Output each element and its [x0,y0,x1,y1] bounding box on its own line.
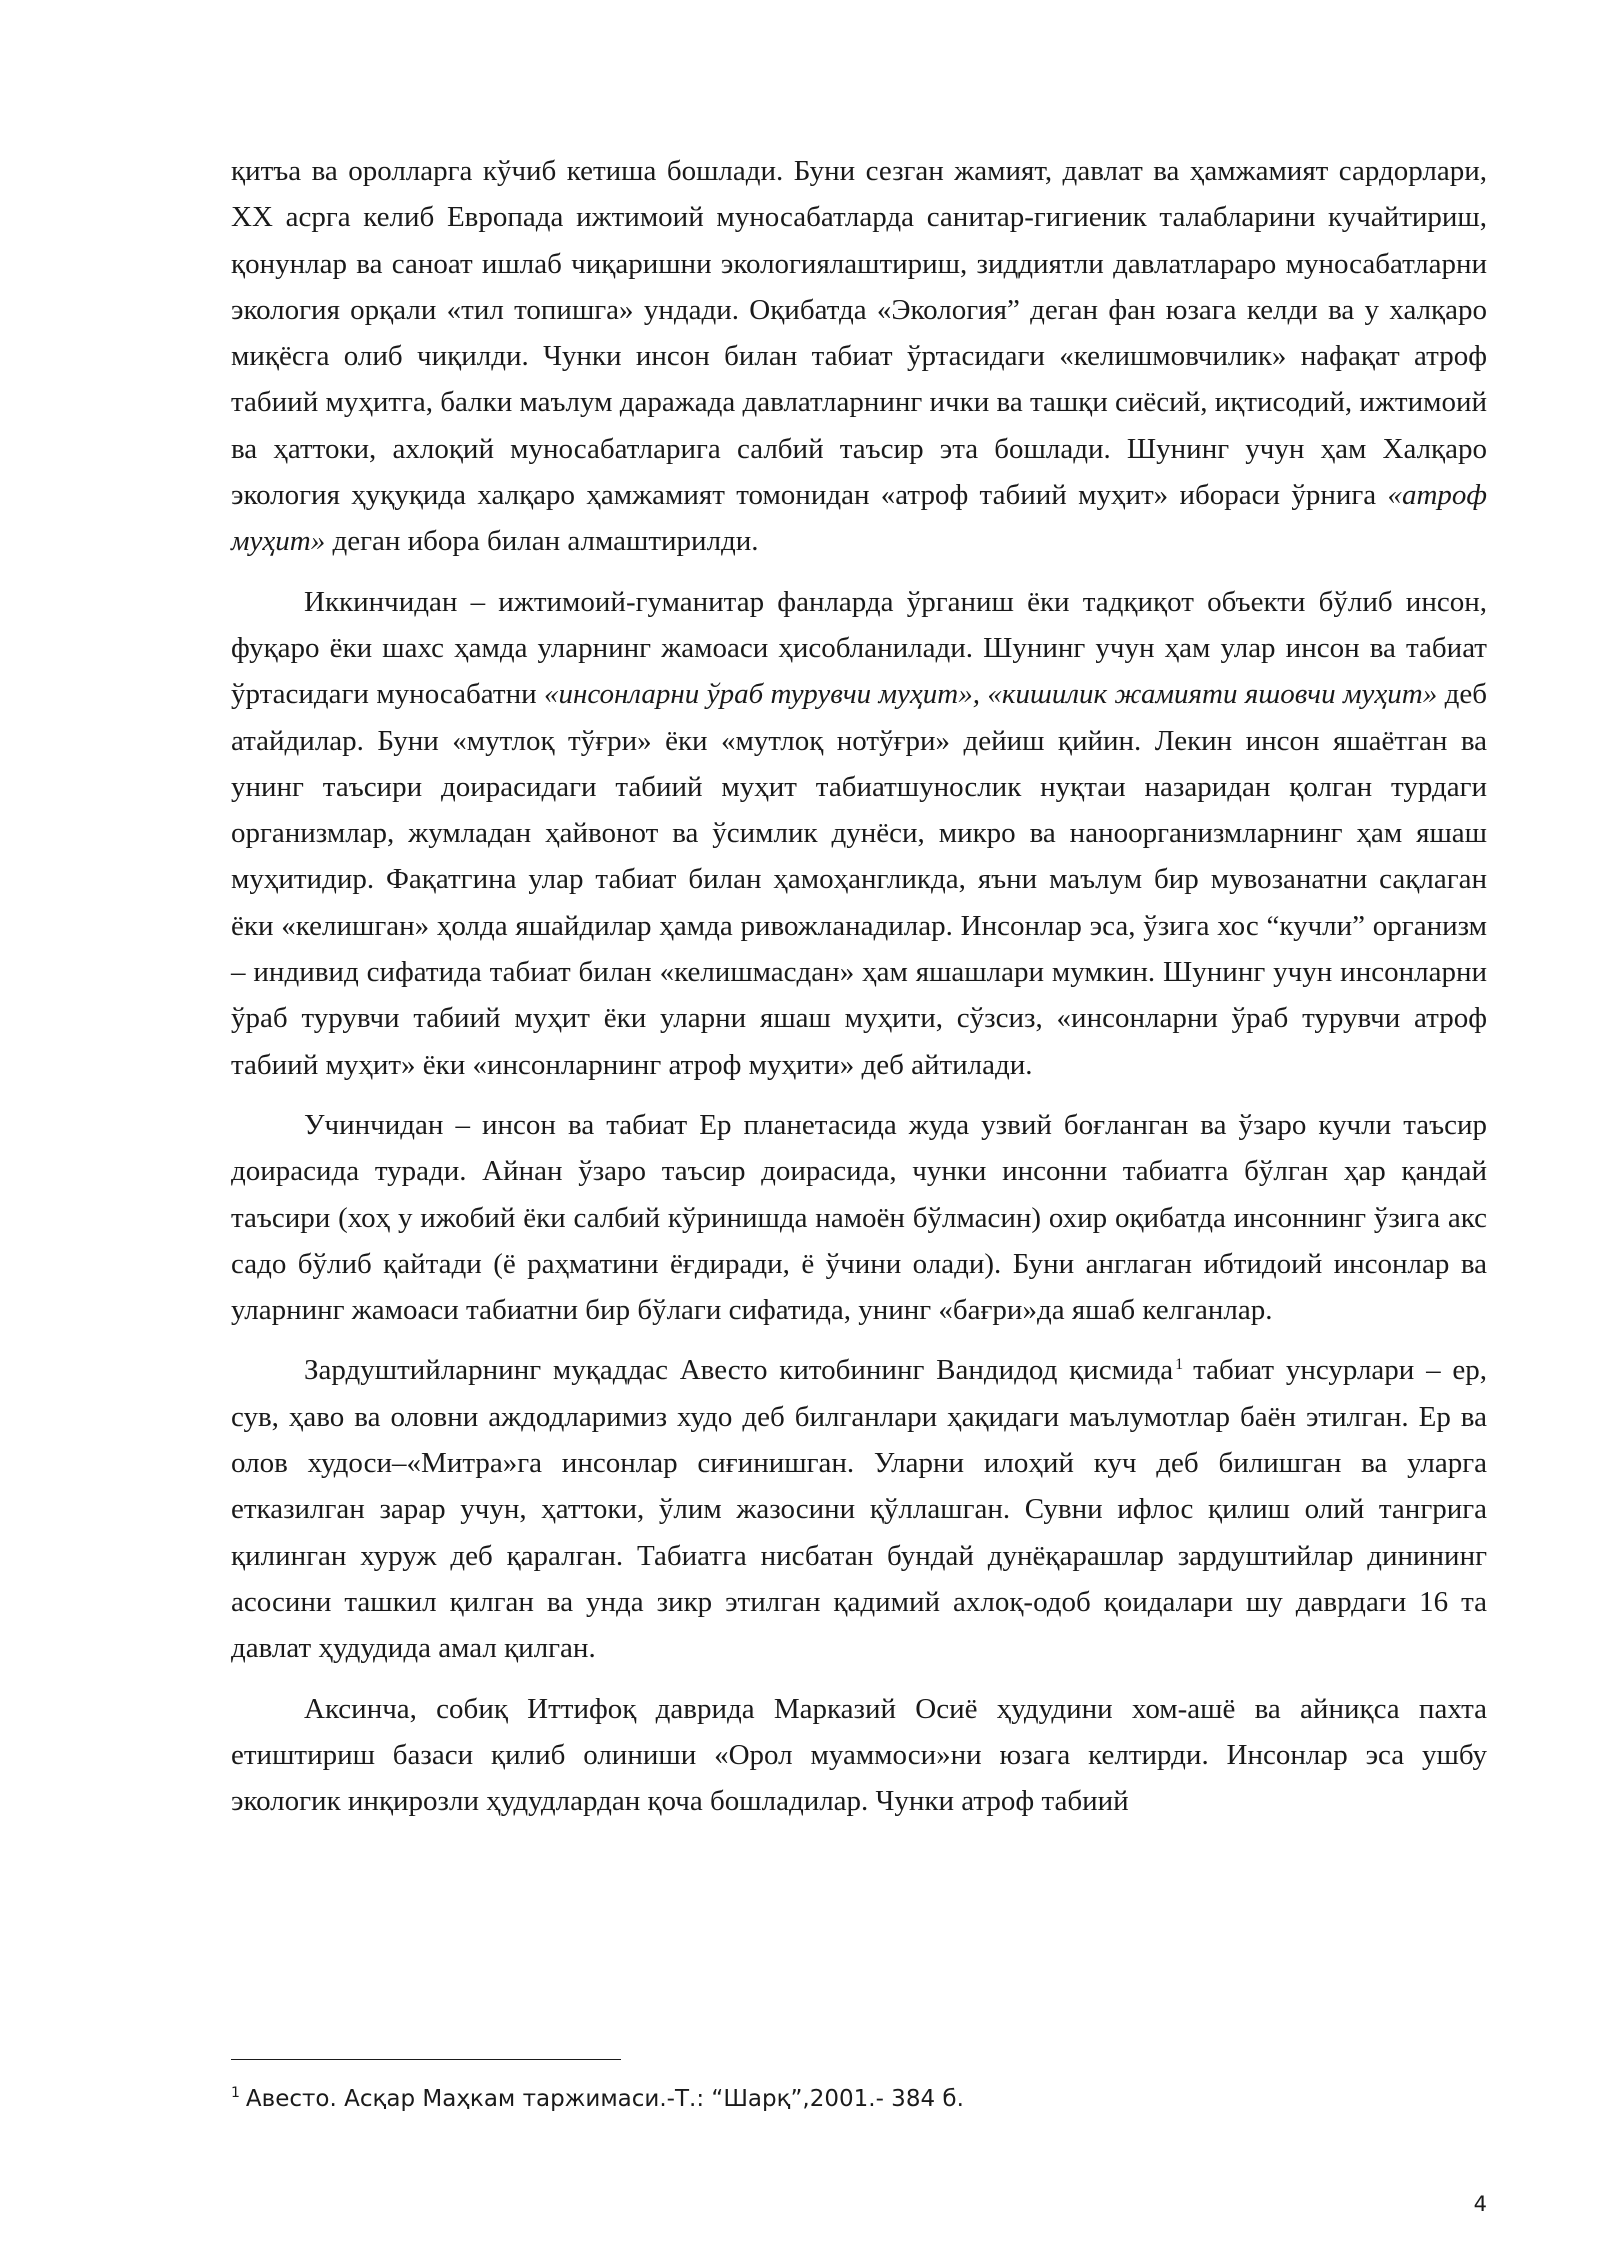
paragraph-3-text: Учинчидан – инсон ва табиат Ер планетасида жуда узвий боғланган ва ўзаро кучли таъсир доирасида туради. Айнан ўзаро таъсир доирасида, чунки инсонни табиатга бўлган ҳар қандай таъсири (хоҳ у ижобий ёки салбий кўринишда намоён бўлмасин) охир оқибатда инсоннинг ўзига акс садо бўлиб қайтади (ё раҳматини ёғдиради, ё ўчини олади). Буни англаган ибтидоий инсонлар ва уларнинг жамоаси табиатни бир бўлаги сифатида, унинг «бағри»да яшаб келганлар. [231,1108,1487,1327]
footnote-number: 1 [231,2085,240,2102]
paragraph-1-italic-term: «атроф муҳит» [231,479,1487,558]
paragraph-5 [231,1686,1487,1825]
paragraph-1-text-b: деган ибора билан алмаштирилди. [325,525,759,558]
paragraph-4-text-b: табиат унсурлари – ер, сув, ҳаво ва оловни аждодларимиз худо деб билганлари ҳақидаги маълумотлар баён этилган. Ер ва олов худоси–«Митра»га инсонлар сиғинишган. Уларни илоҳий куч деб билишган ва уларга етказилган зарар учун, ҳаттоки, ўлим жазосини қўллашган. Сувни ифлос қилиш олий тангрига қилинган хуруж деб қаралган. Табиатга нисбатан бундай дунёқарашлар зардуштийлар динининг асосини ташкил қилган ва унда зикр этилган қадимий ахлоқ-одоб қоидалари шу даврдаги 16 та давлат ҳудудида амал қилган. [231,1354,1487,1665]
paragraph-4 [231,1347,1487,1671]
footnote-reference[interactable]: 1 [1175,1355,1184,1373]
paragraph-2-italic-terms: «инсонларни ўраб турувчи муҳит», «кишилик жамияти яшовчи муҳит» [544,678,1438,711]
footnote-text: Авесто. Асқар Маҳкам таржимаси.-Т.: “Шарқ”,2001.- 384 б. [245,2086,964,2112]
paragraph-4-text-a: Зардуштийларнинг муқаддас Авесто китобининг Вандидод қисмида [304,1354,1174,1387]
paragraph-1 [231,148,1487,565]
page-body [231,148,1487,1838]
page-number: 4 [1473,2192,1487,2216]
footnote-separator [231,2059,621,2060]
paragraph-3 [231,1102,1487,1333]
footnote [231,2082,1487,2116]
paragraph-1-text-a: қитъа ва оролларга кўчиб кетиша бошлади. Буни сезган жамият, давлат ва ҳамжамият сардорлари, ХХ асрга келиб Европада ижтимоий муносабатларда санитар-гигиеник талабларини кучайтириш, қонунлар ва саноат ишлаб чиқаришни экологиялаштириш, зиддиятли давлатлараро муносабатларни экология орқали «тил топишга» ундади. Оқибатда «Экология” деган фан юзага келди ва у халқаро миқёсга олиб чиқилди. Чунки инсон билан табиат ўртасидаги «келишмовчилик» нафақат атроф табиий муҳитга, балки маълум даражада давлатларнинг ички ва ташқи сиёсий, иқтисодий, ижтимоий ва ҳаттоки, ахлоқий муносабатларига салбий таъсир эта бошлади. Шунинг учун ҳам Халқаро экология ҳуқуқида халқаро ҳамжамият томонидан «атроф табиий муҳит» ибораси ўрнига [231,155,1487,512]
paragraph-2-text-b: деб атайдилар. Буни «мутлоқ тўғри» ёки «мутлоқ нотўғри» дейиш қийин. Лекин инсон яшаётган ва унинг таъсири доирасидаги табиий муҳит табиатшунослик нуқтаи назаридан қолган турдаги организмлар, жумладан ҳайвонот ва ўсимлик дунёси, микро ва наноорганизмларнинг ҳам яшаш муҳитидир. Фақатгина улар табиат билан ҳамоҳангликда, яъни маълум бир мувозанатни сақлаган ёки «келишган» ҳолда яшайдилар ҳамда ривожланадилар. Инсонлар эса, ўзига хос “кучли” организм – индивид сифатида табиат билан «келишмасдан» ҳам яшашлари мумкин. Шунинг учун инсонларни ўраб турувчи табиий муҳит ёки уларни яшаш муҳити, сўзсиз, «инсонларни ўраб турувчи атроф табиий муҳит» ёки «инсонларнинг атроф муҳити» деб айтилади. [231,678,1487,1081]
paragraph-5-text: Аксинча, собиқ Иттифоқ даврида Марказий Осиё ҳудудини хом-ашё ва айниқса пахта етиштириш базаси қилиб олиниши «Орол муаммоси»ни юзага келтирди. Инсонлар эса ушбу экологик инқирозли ҳудудлардан қоча бошладилар. Чунки атроф табиий [231,1692,1487,1818]
paragraph-2-text-a: Иккинчидан – ижтимоий-гуманитар фанларда ўрганиш ёки тадқиқот объекти бўлиб инсон, фуқаро ёки шахс ҳамда уларнинг жамоаси ҳисобланилади. Шунинг учун ҳам улар инсон ва табиат ўртасидаги муносабатни [231,585,1487,711]
paragraph-2 [231,579,1487,1088]
